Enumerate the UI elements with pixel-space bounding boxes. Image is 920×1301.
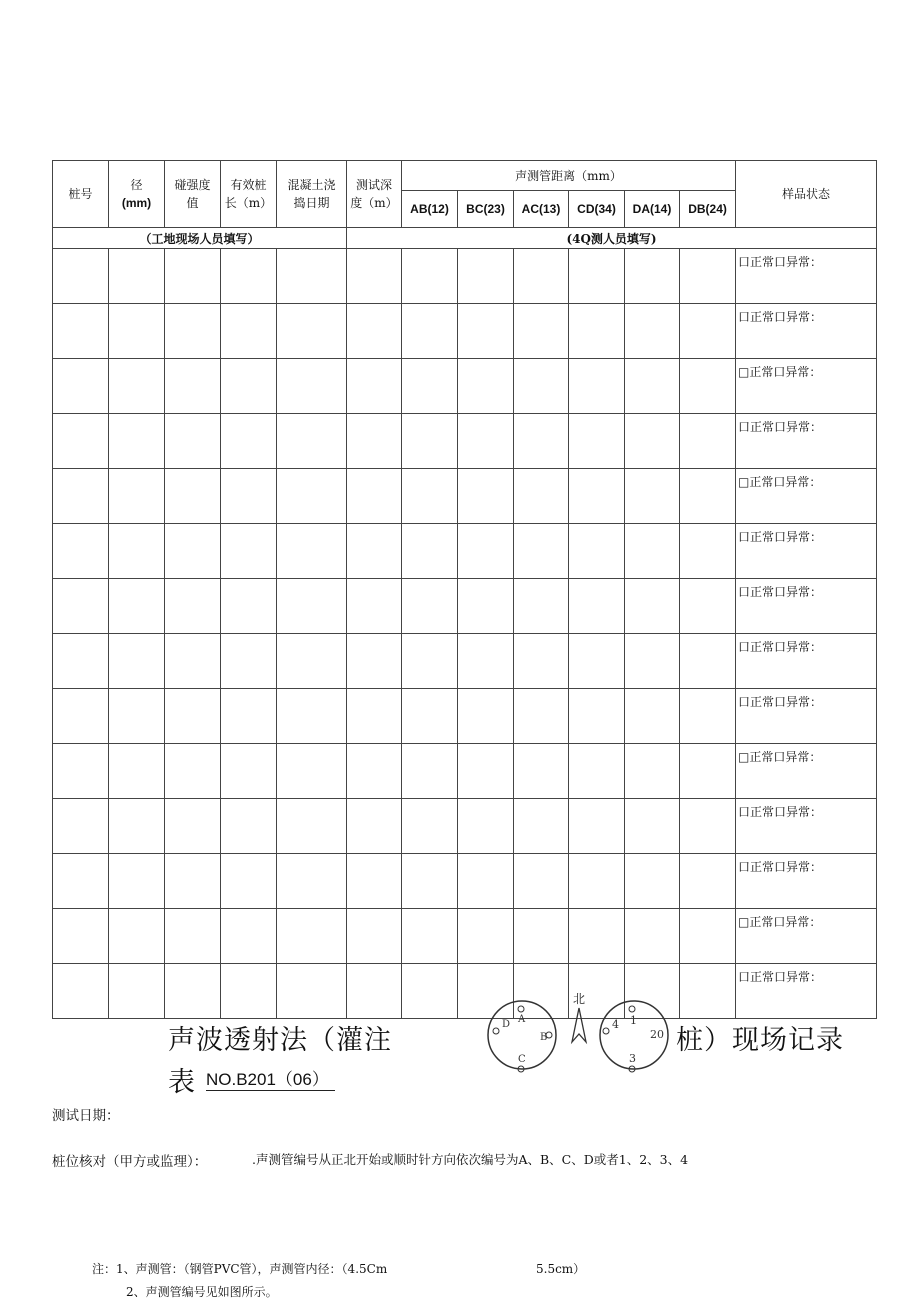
input-cell[interactable] [347, 304, 402, 359]
input-cell[interactable] [569, 634, 625, 689]
input-cell[interactable] [569, 304, 625, 359]
header-test-depth: 测试深 度（m） [347, 161, 402, 228]
label-a: A [518, 1014, 526, 1025]
sample-status-cell[interactable]: 口正常口异常： [736, 414, 877, 469]
record-table [52, 160, 877, 1019]
input-cell[interactable] [569, 909, 625, 964]
input-cell[interactable] [680, 304, 736, 359]
input-cell[interactable] [625, 524, 680, 579]
input-cell[interactable] [347, 689, 402, 744]
form-number: NO.B201（06） [206, 1070, 335, 1091]
input-cell[interactable] [569, 524, 625, 579]
label-1: 1 [630, 1014, 637, 1027]
input-cell[interactable] [625, 854, 680, 909]
input-cell[interactable] [402, 469, 458, 524]
label-2: 20 [650, 1028, 664, 1041]
input-cell[interactable] [109, 744, 165, 799]
input-cell[interactable] [109, 799, 165, 854]
input-cell[interactable] [402, 964, 458, 1019]
input-cell[interactable] [625, 249, 680, 304]
table-row [53, 304, 877, 359]
input-cell[interactable] [53, 634, 109, 689]
input-cell[interactable] [53, 744, 109, 799]
input-cell[interactable] [221, 634, 277, 689]
table-row [53, 964, 877, 1019]
numbering-note: .声测管编号从正北开始或顺时针方向依次编号为A、B、C、D或者1、2、3、4 [252, 1152, 689, 1167]
input-cell[interactable] [514, 414, 569, 469]
input-cell[interactable] [458, 414, 514, 469]
input-cell[interactable] [221, 414, 277, 469]
input-cell[interactable] [109, 634, 165, 689]
input-cell[interactable] [625, 359, 680, 414]
input-cell[interactable] [680, 964, 736, 1019]
table-row [53, 634, 877, 689]
input-cell[interactable] [514, 909, 569, 964]
input-cell[interactable] [277, 249, 347, 304]
input-cell[interactable] [458, 689, 514, 744]
input-cell[interactable] [347, 909, 402, 964]
input-cell[interactable] [458, 524, 514, 579]
input-cell[interactable] [680, 799, 736, 854]
input-cell[interactable] [458, 304, 514, 359]
input-cell[interactable] [625, 744, 680, 799]
input-cell[interactable] [625, 799, 680, 854]
sample-status-cell[interactable]: 口正常口异常： [736, 634, 877, 689]
tube-4 [603, 1028, 609, 1034]
input-cell[interactable] [458, 744, 514, 799]
input-cell[interactable] [680, 854, 736, 909]
input-cell[interactable] [165, 634, 221, 689]
input-cell[interactable] [569, 359, 625, 414]
input-cell[interactable] [109, 579, 165, 634]
input-cell[interactable] [165, 414, 221, 469]
input-cell[interactable] [569, 469, 625, 524]
header-sample-status: 样品状态 [736, 161, 877, 228]
header-ab: AB(12) [402, 191, 458, 228]
note-1-suffix: 5.5cm） [536, 1262, 586, 1276]
input-cell[interactable] [402, 359, 458, 414]
input-cell[interactable] [347, 799, 402, 854]
label-4: 4 [612, 1018, 619, 1031]
input-cell[interactable] [221, 249, 277, 304]
input-cell[interactable] [277, 964, 347, 1019]
input-cell[interactable] [221, 469, 277, 524]
input-cell[interactable] [277, 909, 347, 964]
input-cell[interactable] [277, 634, 347, 689]
input-cell[interactable] [458, 854, 514, 909]
sample-status-cell[interactable]: 口正常口异常： [736, 854, 877, 909]
input-cell[interactable] [109, 414, 165, 469]
input-cell[interactable] [402, 249, 458, 304]
input-cell[interactable] [458, 359, 514, 414]
input-cell[interactable] [569, 249, 625, 304]
header-pile-no: 桩号 [53, 161, 109, 228]
input-cell[interactable] [625, 579, 680, 634]
input-cell[interactable] [277, 854, 347, 909]
header-ac: AC(13) [514, 191, 569, 228]
input-cell[interactable] [53, 799, 109, 854]
header-tube-distance: 声测管距离（mm） [402, 161, 736, 191]
input-cell[interactable] [53, 579, 109, 634]
input-cell[interactable] [347, 579, 402, 634]
header-cd: CD(34) [569, 191, 625, 228]
input-cell[interactable] [347, 249, 402, 304]
input-cell[interactable] [109, 909, 165, 964]
input-cell[interactable] [625, 909, 680, 964]
test-date-label: 测试日期： [52, 1108, 120, 1124]
table-row [53, 854, 877, 909]
input-cell[interactable] [402, 854, 458, 909]
input-cell[interactable] [514, 634, 569, 689]
sample-status-cell[interactable]: 口正常口异常： [736, 799, 877, 854]
input-cell[interactable] [402, 524, 458, 579]
title-part2: 桩）现场记录 [676, 1025, 844, 1056]
input-cell[interactable] [347, 359, 402, 414]
table-row [53, 414, 877, 469]
input-cell[interactable] [53, 359, 109, 414]
input-cell[interactable] [109, 524, 165, 579]
tube-a [518, 1006, 524, 1012]
input-cell[interactable] [680, 359, 736, 414]
sample-status-cell[interactable]: □正常口异常： [736, 909, 877, 964]
input-cell[interactable] [514, 304, 569, 359]
input-cell[interactable] [277, 469, 347, 524]
tube-layout-diagram [484, 990, 684, 1090]
input-cell[interactable] [221, 744, 277, 799]
input-cell[interactable] [221, 689, 277, 744]
header-db: DB(24) [680, 191, 736, 228]
input-cell[interactable] [402, 799, 458, 854]
input-cell[interactable] [221, 854, 277, 909]
sample-status-cell[interactable]: □正常口异常： [736, 359, 877, 414]
input-cell[interactable] [514, 744, 569, 799]
tube-d [493, 1028, 499, 1034]
input-cell[interactable] [458, 579, 514, 634]
table-row [53, 359, 877, 414]
input-cell[interactable] [514, 854, 569, 909]
input-cell[interactable] [680, 689, 736, 744]
table-row [53, 689, 877, 744]
input-cell[interactable] [109, 304, 165, 359]
input-cell[interactable] [458, 634, 514, 689]
input-cell[interactable] [402, 579, 458, 634]
input-cell[interactable] [221, 909, 277, 964]
input-cell[interactable] [402, 744, 458, 799]
input-cell[interactable] [402, 689, 458, 744]
input-cell[interactable] [569, 799, 625, 854]
input-cell[interactable] [165, 854, 221, 909]
input-cell[interactable] [277, 359, 347, 414]
site-fill-label: （工地现场人员填写） [53, 228, 347, 249]
header-pour-date: 混凝土浇 捣日期 [277, 161, 347, 228]
header-strength: 碰强度 值 [165, 161, 221, 228]
input-cell[interactable] [402, 909, 458, 964]
input-cell[interactable] [347, 524, 402, 579]
input-cell[interactable] [53, 689, 109, 744]
input-cell[interactable] [53, 414, 109, 469]
input-cell[interactable] [347, 744, 402, 799]
pile-check-label: 桩位核对（甲方或监理）： [52, 1154, 208, 1170]
table-row [53, 799, 877, 854]
input-cell[interactable] [569, 689, 625, 744]
input-cell[interactable] [109, 854, 165, 909]
table-row [53, 249, 877, 304]
input-cell[interactable] [109, 689, 165, 744]
input-cell[interactable] [277, 799, 347, 854]
input-cell[interactable] [514, 524, 569, 579]
title-part3: 表 [168, 1067, 196, 1098]
input-cell[interactable] [165, 579, 221, 634]
north-label: 北 [573, 992, 586, 1006]
input-cell[interactable] [514, 689, 569, 744]
input-cell[interactable] [680, 579, 736, 634]
input-cell[interactable] [680, 909, 736, 964]
input-cell[interactable] [569, 414, 625, 469]
input-cell[interactable] [53, 909, 109, 964]
input-cell[interactable] [165, 689, 221, 744]
input-cell[interactable] [53, 854, 109, 909]
input-cell[interactable] [347, 469, 402, 524]
sample-status-cell[interactable]: 口正常口异常： [736, 579, 877, 634]
input-cell[interactable] [458, 799, 514, 854]
input-cell[interactable] [165, 799, 221, 854]
input-cell[interactable] [625, 304, 680, 359]
table-row [53, 744, 877, 799]
input-cell[interactable] [402, 304, 458, 359]
input-cell[interactable] [165, 909, 221, 964]
input-cell[interactable] [221, 304, 277, 359]
input-cell[interactable] [347, 414, 402, 469]
input-cell[interactable] [277, 304, 347, 359]
label-c: C [518, 1054, 526, 1065]
input-cell[interactable] [680, 414, 736, 469]
input-cell[interactable] [165, 964, 221, 1019]
header-da: DA(14) [625, 191, 680, 228]
table-row [53, 579, 877, 634]
input-cell[interactable] [569, 854, 625, 909]
input-cell[interactable] [569, 744, 625, 799]
input-cell[interactable] [165, 249, 221, 304]
input-cell[interactable] [458, 469, 514, 524]
input-cell[interactable] [402, 634, 458, 689]
input-cell[interactable] [53, 249, 109, 304]
tube-1 [629, 1006, 635, 1012]
title-part1: 声波透射法（灌注 [168, 1025, 392, 1056]
sample-status-cell[interactable]: □正常口异常： [736, 744, 877, 799]
header-diameter: 径 (mm) [109, 161, 165, 228]
header-effective-length: 有效桩 长（m） [221, 161, 277, 228]
input-cell[interactable] [109, 469, 165, 524]
input-cell[interactable] [277, 579, 347, 634]
tester-fill-label: (4Q测人员填写) [347, 228, 877, 249]
input-cell[interactable] [625, 469, 680, 524]
sample-status-cell[interactable]: □正常口异常： [736, 469, 877, 524]
input-cell[interactable] [165, 744, 221, 799]
input-cell[interactable] [109, 359, 165, 414]
input-cell[interactable] [569, 579, 625, 634]
input-cell[interactable] [53, 469, 109, 524]
header-bc: BC(23) [458, 191, 514, 228]
input-cell[interactable] [165, 304, 221, 359]
north-arrow-icon [572, 1008, 586, 1042]
sample-status-cell[interactable]: 口正常口异常： [736, 964, 877, 1019]
input-cell[interactable] [680, 524, 736, 579]
input-cell[interactable] [514, 359, 569, 414]
sample-status-cell[interactable]: 口正常口异常： [736, 689, 877, 744]
input-cell[interactable] [165, 469, 221, 524]
sample-status-cell[interactable]: 口正常口异常： [736, 524, 877, 579]
input-cell[interactable] [347, 634, 402, 689]
input-cell[interactable] [458, 249, 514, 304]
input-cell[interactable] [514, 579, 569, 634]
input-cell[interactable] [277, 524, 347, 579]
input-cell[interactable] [221, 359, 277, 414]
sample-status-cell[interactable]: 口正常口异常： [736, 249, 877, 304]
input-cell[interactable] [221, 579, 277, 634]
table-row [53, 469, 877, 524]
table-row [53, 909, 877, 964]
input-cell[interactable] [221, 524, 277, 579]
input-cell[interactable] [277, 689, 347, 744]
input-cell[interactable] [458, 909, 514, 964]
input-cell[interactable] [165, 524, 221, 579]
input-cell[interactable] [680, 469, 736, 524]
table-row [53, 524, 877, 579]
input-cell[interactable] [680, 249, 736, 304]
input-cell[interactable] [680, 634, 736, 689]
note-2: 2、声测管编号见如图所示。 [126, 1285, 278, 1299]
sample-status-cell[interactable]: 口正常口异常： [736, 304, 877, 359]
label-3: 3 [629, 1052, 636, 1065]
input-cell[interactable] [680, 744, 736, 799]
input-cell[interactable] [109, 249, 165, 304]
label-b: B [540, 1032, 548, 1043]
input-cell[interactable] [165, 359, 221, 414]
label-d: D [502, 1019, 511, 1030]
input-cell[interactable] [109, 964, 165, 1019]
input-cell[interactable] [625, 414, 680, 469]
input-cell[interactable] [53, 524, 109, 579]
note-1-prefix: 注：1、声测管：（钢管PVC管），声测管内径：（4.5Cm [92, 1262, 388, 1276]
input-cell[interactable] [402, 414, 458, 469]
input-cell[interactable] [277, 744, 347, 799]
input-cell[interactable] [514, 249, 569, 304]
input-cell[interactable] [347, 964, 402, 1019]
input-cell[interactable] [53, 964, 109, 1019]
input-cell[interactable] [625, 689, 680, 744]
input-cell[interactable] [625, 634, 680, 689]
input-cell[interactable] [53, 304, 109, 359]
input-cell[interactable] [514, 469, 569, 524]
input-cell[interactable] [221, 799, 277, 854]
input-cell[interactable] [347, 854, 402, 909]
input-cell[interactable] [277, 414, 347, 469]
input-cell[interactable] [514, 799, 569, 854]
input-cell[interactable] [221, 964, 277, 1019]
